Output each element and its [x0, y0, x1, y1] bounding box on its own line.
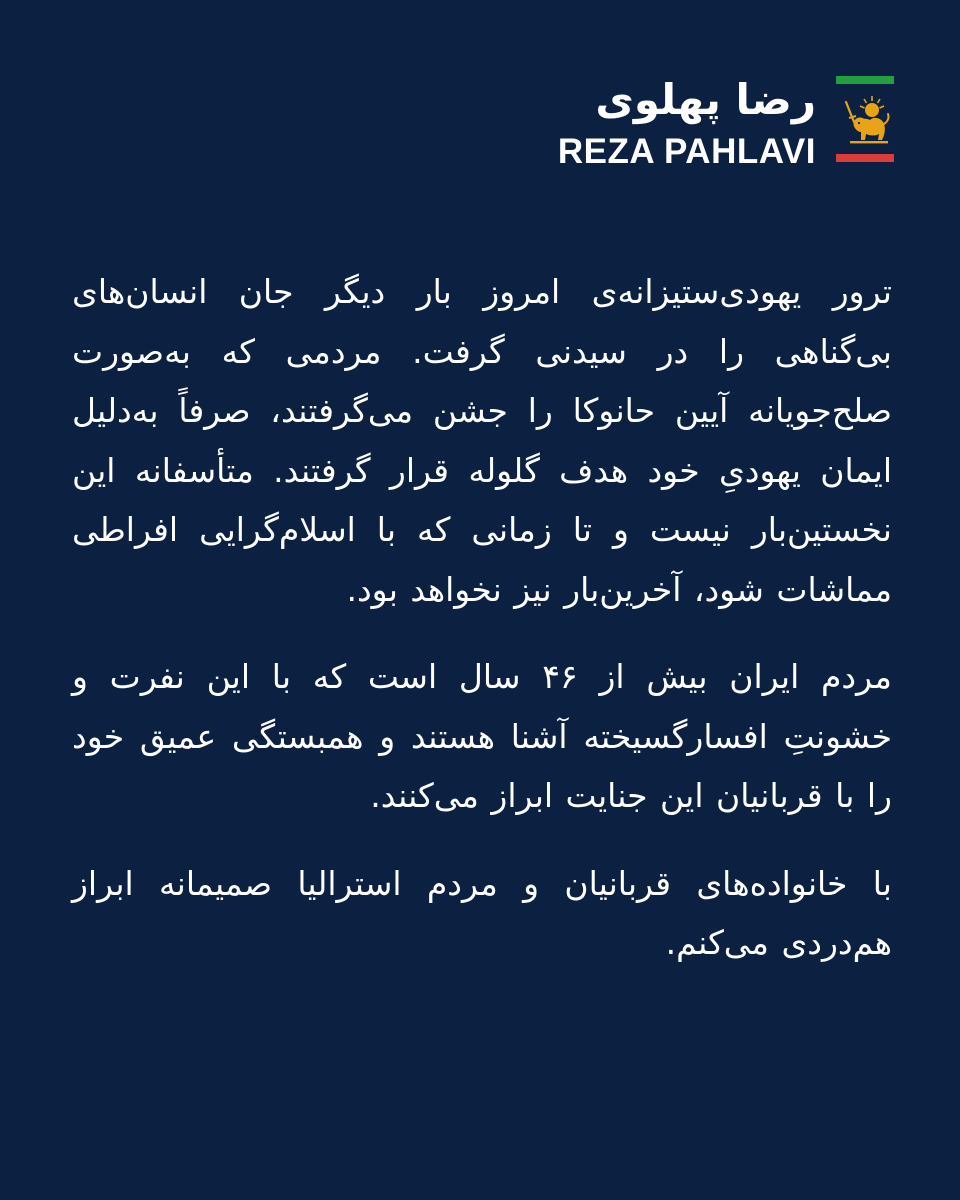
name-persian: رضا پهلوی: [595, 75, 816, 124]
red-stripe: [836, 154, 894, 162]
lion-and-sun-icon: [838, 92, 892, 146]
green-stripe: [836, 76, 894, 84]
paragraph-2: مردم ایران بیش از ۴۶ سال است که با این نفرت و خشونتِ افسارگسیخته آشنا هستند و همبستگی عمیق خود را با قربانیان این جنایت ابراز می‌کنند.: [72, 657, 892, 815]
flag-emblem: [836, 72, 894, 166]
brand-header: [554, 72, 894, 171]
paragraph-3: با خانواده‌های قربانیان و مردم استرالیا صمیمانه ابراز هم‌دردی می‌کنم.: [72, 863, 892, 962]
paragraph-1: ترور یهودی‌ستیزانه‌ی امروز بار دیگر جان انسان‌های بی‌گناهی را در سیدنی گرفت. مردمی که به‌صورت صلح‌جویانه آیین حانوکا را جشن می‌گرفتند، صرفاً به‌دلیل ایمان یهودیِ خود هدف گلوله قرار گرفتند. متأسفانه این نخستین‌بار نیست و تا زمانی که با اسلام‌گرایی افراطی مماشات شود، آخرین‌بار نیز نخواهد بود.: [72, 272, 892, 609]
name-english: REZA PAHLAVI: [557, 132, 816, 171]
statement-text: [72, 262, 892, 1001]
